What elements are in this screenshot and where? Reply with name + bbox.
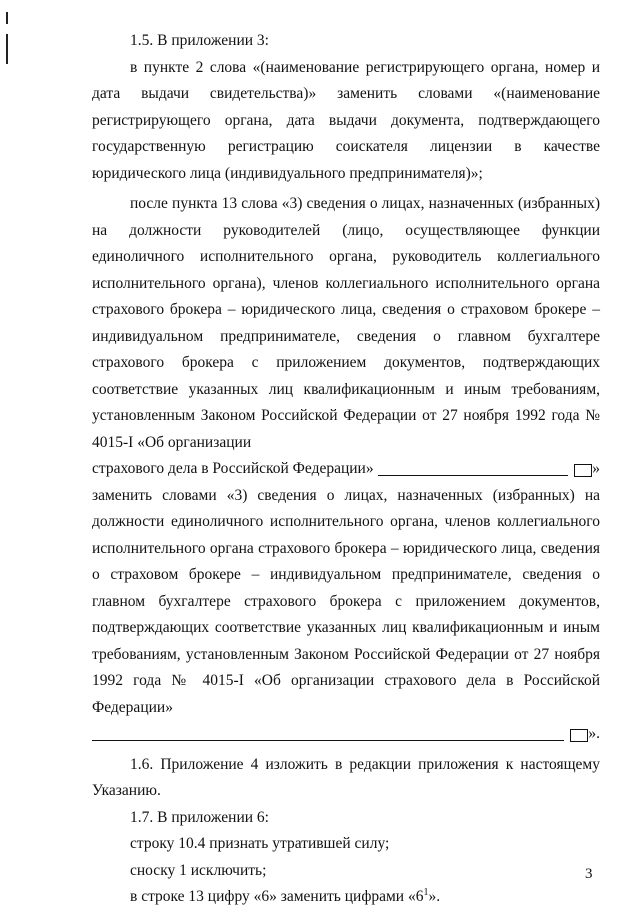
item-row-13: [92, 884, 600, 911]
document-body: [92, 28, 600, 911]
binding-mark: [6, 12, 8, 24]
line-with-blank-1: [92, 456, 600, 483]
closing-quote: »: [592, 460, 600, 477]
closing-quote: ».: [588, 725, 600, 742]
paragraph-item-2: в пункте 2 слова «(наименование регистрирующего органа, номер и дата выдачи свидетельства)» заменить словами «(наименование регистрирующего органа, дата выдачи документа, подтверждающего государственную регистрацию соискателя лицензии в качестве юридического лица (индивидуального предпринимателя)»;: [92, 58, 600, 182]
line-with-blank-2: [92, 721, 600, 748]
page-number: 3: [585, 866, 593, 882]
superscript: 1: [423, 886, 429, 898]
item-footnote-1: сноску 1 исключить;: [130, 861, 267, 879]
paragraph-replace-with: заменить словами «3) сведения о лицах, назначенных (избранных) на должности единоличного исполнительного органа, членов коллегиального исполнительного органа страхового брокера – юридического лица, сведения о страховом брокере – индивидуальном предпринимателе, сведения о главном бухгалтере страхового брокера с приложением документов, подтверждающих соответствие указанных лиц квалификационным и иным требованиям, установленным Законом Российской Федерации от 27 ноября 1992 года № 4015-I «Об организации страхового дела в Российской Федерации»: [92, 486, 600, 716]
checkbox-square: [574, 464, 592, 477]
section-1-6: 1.6. Приложение 4 изложить в редакции приложения к настоящему Указанию.: [92, 755, 600, 799]
paragraph-after-item-13: после пункта 13 слова «3) сведения о лицах, назначенных (избранных) на должности руководителей (лицо, осуществляющее функции единоличного исполнительного органа, руководитель коллегиального исполнительного органа), членов коллегиального исполнительного органа страхового брокера – юридического лица, сведения о страховом брокере – индивидуальном предпринимателе, сведения о главном бухгалтере страхового брокера с приложением документов, подтверждающих соответствие указанных лиц квалификационным и иным требованиям, установленным Законом Российской Федерации от 27 ноября 1992 года № 4015-I «Об организации: [92, 195, 600, 451]
binding-mark: [6, 34, 8, 64]
fill-in-blank: [378, 475, 569, 476]
paragraph-after-item-13-tail: страхового дела в Российской Федерации»: [92, 460, 374, 477]
section-1-7-heading: 1.7. В приложении 6:: [130, 808, 269, 826]
item-row-10-4: строку 10.4 признать утратившей силу;: [130, 835, 390, 852]
item-row-13-end: ».: [428, 888, 441, 905]
item-row-13-text: в строке 13 цифру «6» заменить цифрами «6: [130, 888, 424, 905]
binding-marks: [6, 10, 9, 70]
checkbox-square: [570, 729, 588, 742]
fill-in-blank: [92, 740, 564, 741]
section-1-5-heading: 1.5. В приложении 3:: [130, 32, 269, 49]
